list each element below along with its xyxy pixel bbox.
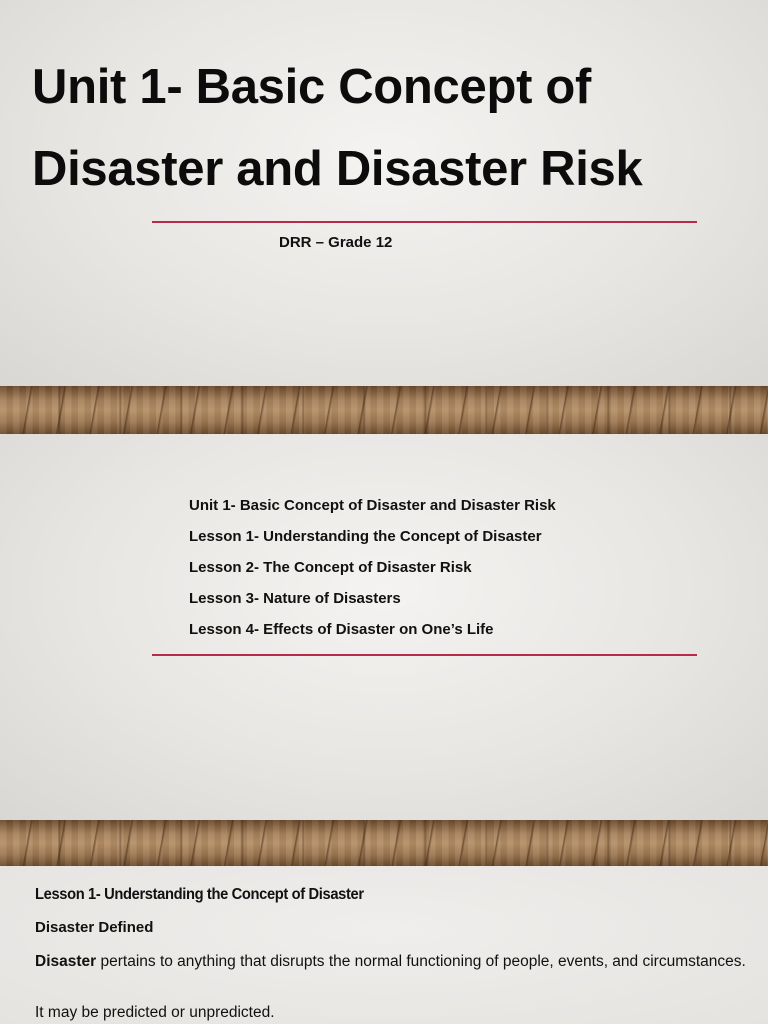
agenda-item: Unit 1- Basic Concept of Disaster and Disaster Risk [189, 497, 556, 514]
title-line-1: Unit 1- Basic Concept of [32, 60, 592, 114]
accent-divider [152, 221, 697, 223]
wood-floor-band [0, 386, 768, 434]
agenda-slide [0, 434, 768, 820]
title-slide [0, 0, 768, 386]
agenda-item: Lesson 2- The Concept of Disaster Risk [189, 559, 472, 576]
definition-note: It may be predicted or unpredicted. [35, 1004, 275, 1021]
wood-floor-band [0, 820, 768, 866]
agenda-item: Lesson 4- Effects of Disaster on One’s Life [189, 621, 494, 638]
slide-title [32, 46, 752, 211]
lesson-subheading: Disaster Defined [35, 919, 154, 936]
agenda-item: Lesson 3- Nature of Disasters [189, 590, 401, 607]
definition-paragraph [35, 949, 747, 974]
lesson-slide [0, 866, 768, 1024]
agenda-item: Lesson 1- Understanding the Concept of Disaster [189, 528, 542, 545]
slide-subtitle: DRR – Grade 12 [279, 234, 393, 251]
title-line-2: Disaster and Disaster Risk [32, 142, 643, 197]
lesson-heading: Lesson 1- Understanding the Concept of Disaster [35, 886, 364, 903]
definition-text: pertains to anything that disrupts the normal functioning of people, events, and circumstances. [96, 953, 746, 970]
accent-divider [152, 654, 697, 656]
agenda-list [189, 496, 556, 651]
definition-term: Disaster [35, 953, 97, 970]
